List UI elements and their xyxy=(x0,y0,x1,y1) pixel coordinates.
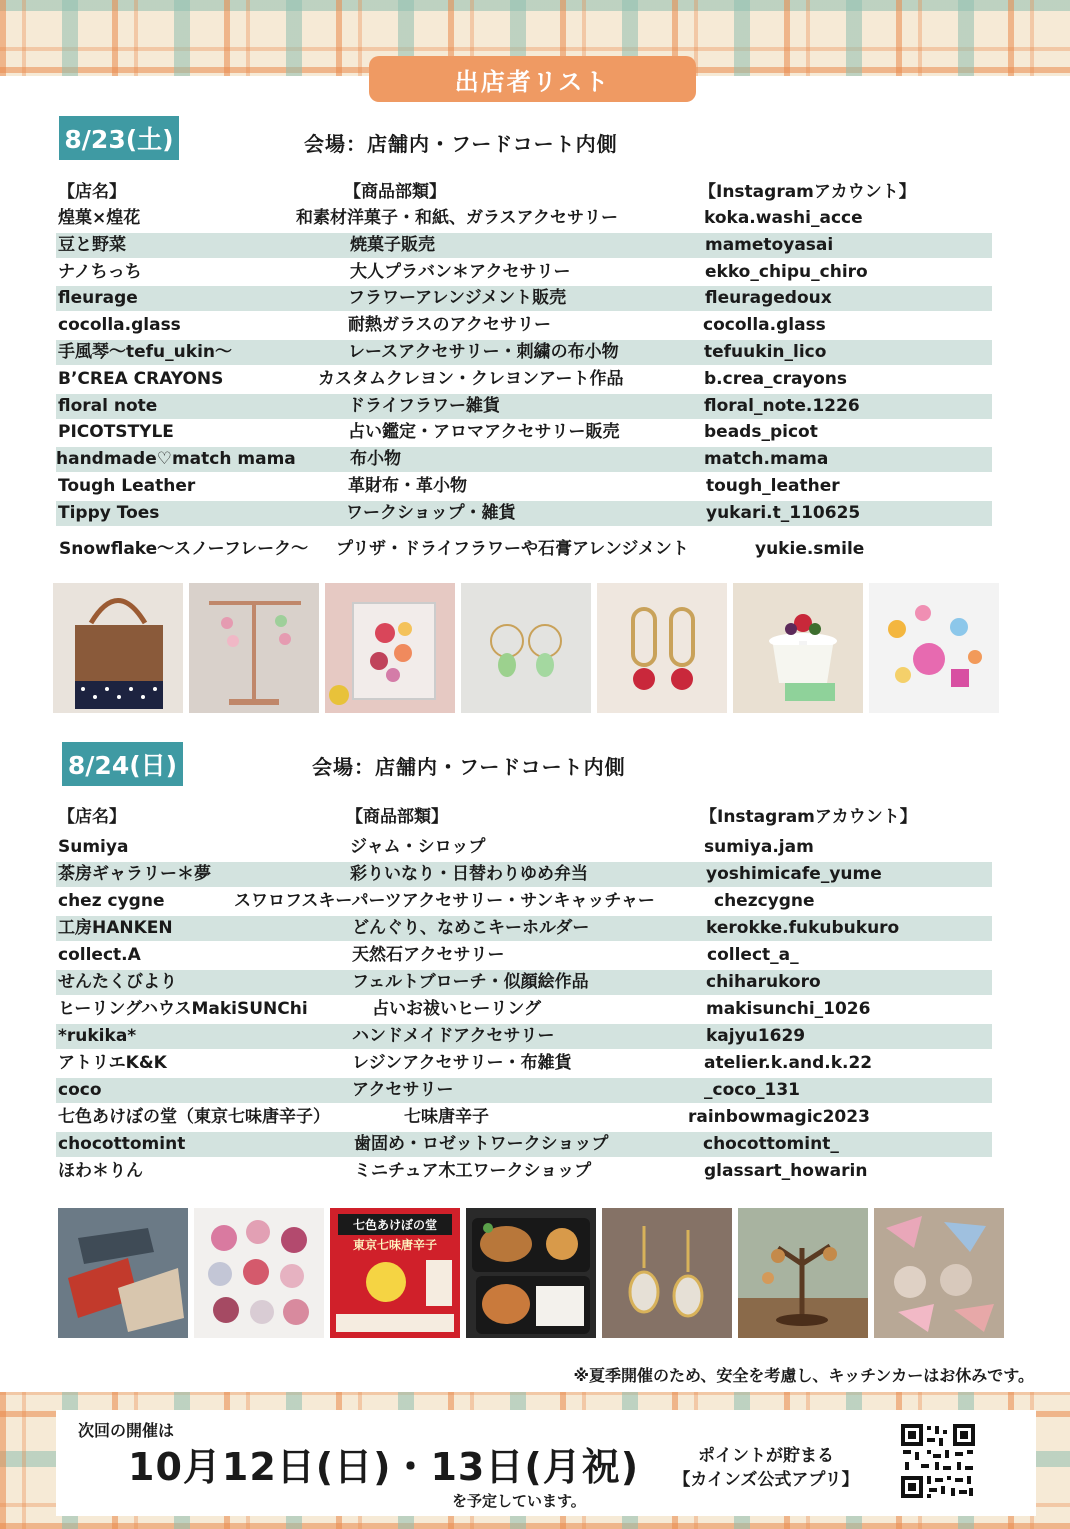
vendor-instagram: mametoyasai xyxy=(705,234,834,255)
vendor-category: プリザ・ドライフラワーや石膏アレンジメント xyxy=(336,538,689,559)
vendor-category: スワロフスキーパーツアクセサリー・サンキャッチャー xyxy=(234,891,655,911)
vendor-row xyxy=(56,889,992,914)
vendor-instagram: chiharukoro xyxy=(706,972,821,992)
column-header-instagram: 【Instagramアカウント】 xyxy=(699,182,916,202)
photo-strip-day2 xyxy=(58,1208,1004,1338)
photo-strip-day1 xyxy=(53,583,999,713)
vendor-row xyxy=(56,916,992,941)
vendor-name: chocottomint xyxy=(58,1134,186,1154)
vendor-instagram: sumiya.jam xyxy=(704,837,814,857)
vendor-name: B’CREA CRAYONS xyxy=(58,368,224,389)
vendor-name: ほわ＊りん xyxy=(58,1161,143,1181)
vendor-instagram: ekko_chipu_chiro xyxy=(705,261,868,282)
vendor-instagram: yoshimicafe_yume xyxy=(706,864,882,884)
vendor-row xyxy=(56,367,992,392)
vendor-name: handmade♡match mama xyxy=(56,449,296,470)
vendor-name: Tough Leather xyxy=(58,476,196,496)
vendor-row xyxy=(56,313,992,338)
photo-cake-display xyxy=(733,583,863,713)
vendor-category: 占い鑑定・アロマアクセサリー販売 xyxy=(348,422,620,443)
vendor-name: 七色あけぼの堂（東京七味唐辛子） xyxy=(58,1107,330,1127)
next-event-date: 10月12日(日)・13日(月祝) xyxy=(128,1445,640,1489)
vendor-row xyxy=(56,420,992,445)
vendor-instagram: kajyu1629 xyxy=(706,1026,806,1046)
photo-glass-earrings xyxy=(461,583,591,713)
vendor-category: ジャム・シロップ xyxy=(350,837,486,857)
vendor-name: Snowflake〜スノーフレーク〜 xyxy=(59,538,309,559)
vendor-category: 天然石アクセサリー xyxy=(352,945,505,965)
kitchen-car-note: ※夏季開催のため、安全を考慮し、キッチンカーはお休みです。 xyxy=(573,1366,1034,1385)
vendor-name: chez cygne xyxy=(58,891,165,911)
vendor-name: アトリエK&K xyxy=(58,1053,167,1073)
vendor-row xyxy=(56,943,992,968)
vendor-name: 豆と野菜 xyxy=(58,234,126,255)
vendor-name: せんたくびより xyxy=(58,972,177,992)
vendor-row xyxy=(56,286,992,311)
photo-bento xyxy=(466,1208,596,1338)
photo-felt-flowers xyxy=(194,1208,324,1338)
photo-leather-goods xyxy=(58,1208,188,1338)
vendor-row xyxy=(56,233,992,258)
vendor-name: ナノちっち xyxy=(58,261,142,282)
vendor-row xyxy=(56,1051,992,1076)
date-badge-day1: 8/23(土) xyxy=(59,116,179,160)
vendor-category: レースアクセサリー・刺繍の布小物 xyxy=(348,342,619,362)
banner-line1: 七色あけぼの堂 xyxy=(338,1214,452,1235)
vendor-row xyxy=(56,394,992,419)
vendor-category: 耐熱ガラスのアクセサリー xyxy=(348,315,551,336)
vendor-name: 煌菓×煌花 xyxy=(58,208,141,228)
page-title: 出店者リスト xyxy=(369,56,696,102)
vendor-name: 茶房ギャラリー＊夢 xyxy=(58,864,211,884)
vendor-category: 歯固め・ロゼットワークショップ xyxy=(354,1134,609,1154)
venue-day1: 会場：店舗内・フードコート内側 xyxy=(304,132,618,156)
vendor-name: floral note xyxy=(58,395,158,416)
vendor-instagram: chocottomint_ xyxy=(703,1134,839,1154)
vendor-row xyxy=(56,474,992,499)
vendor-category: 彩りいなり・日替わりゆめ弁当 xyxy=(350,864,588,884)
vendor-category: フェルトブローチ・似顔絵作品 xyxy=(352,972,589,992)
vendor-category: 革財布・革小物 xyxy=(348,476,467,496)
vendor-category: レジンアクセサリー・布雑貨 xyxy=(352,1053,572,1073)
vendor-category: フラワーアレンジメント販売 xyxy=(348,288,567,309)
vendor-instagram: chezcygne xyxy=(714,891,815,911)
app-promo-line2: 【カインズ公式アプリ】 xyxy=(673,1470,859,1490)
vendor-name: 手風琴〜tefu_ukin〜 xyxy=(58,342,232,362)
column-header-instagram: 【Instagramアカウント】 xyxy=(700,807,917,827)
next-event-box xyxy=(56,1410,1036,1516)
vendor-instagram: match.mama xyxy=(704,449,829,470)
vendor-name: Tippy Toes xyxy=(58,502,160,523)
vendor-instagram: koka.washi_acce xyxy=(704,208,863,228)
vendor-category: 焼菓子販売 xyxy=(350,234,435,255)
photo-flower-frame xyxy=(325,583,455,713)
vendor-category: ドライフラワー雑貨 xyxy=(348,395,500,416)
vendor-row xyxy=(56,862,992,887)
vendor-instagram: yukari.t_110625 xyxy=(706,502,861,523)
date-badge-day2: 8/24(日) xyxy=(62,742,183,786)
column-header-category: 【商品部類】 xyxy=(346,807,448,827)
vendor-name: coco xyxy=(58,1080,102,1100)
vendor-category: ハンドメイドアクセサリー xyxy=(352,1026,555,1046)
vendor-name: fleurage xyxy=(58,288,138,309)
vendor-name: collect.A xyxy=(58,945,141,965)
vendor-category: 布小物 xyxy=(350,449,401,470)
vendor-name: PICOTSTYLE xyxy=(58,422,174,443)
vendor-category: アクセサリー xyxy=(352,1080,454,1100)
photo-red-earrings xyxy=(597,583,727,713)
vendor-category: 七味唐辛子 xyxy=(404,1107,489,1127)
photo-keychains xyxy=(869,583,999,713)
vendor-instagram: makisunchi_1026 xyxy=(706,999,871,1019)
photo-wooden-miniature xyxy=(738,1208,868,1338)
vendor-name: ヒーリングハウスMakiSUNChi xyxy=(58,999,308,1019)
vendor-category: ミニチュア木工ワークショップ xyxy=(354,1161,592,1181)
vendor-row xyxy=(56,1159,992,1184)
vendor-instagram: _coco_131 xyxy=(704,1080,800,1100)
vendor-name: Sumiya xyxy=(58,837,129,857)
photo-tote-bag xyxy=(53,583,183,713)
next-event-suffix: を予定しています。 xyxy=(452,1492,586,1510)
vendor-row xyxy=(56,1132,992,1157)
vendor-name: cocolla.glass xyxy=(58,315,181,336)
banner-line2: 東京七味唐辛子 xyxy=(352,1238,437,1252)
vendor-row xyxy=(56,997,992,1022)
vendor-row xyxy=(56,340,992,365)
app-promo-line1: ポイントが貯まる xyxy=(698,1446,834,1466)
vendor-instagram: floral_note.1226 xyxy=(704,395,860,416)
vendor-category: 和素材洋菓子・和紙、ガラスアクセサリー xyxy=(296,208,618,228)
vendor-instagram: beads_picot xyxy=(704,422,818,443)
vendor-name: *rukika* xyxy=(58,1026,137,1046)
vendor-instagram: rainbowmagic2023 xyxy=(688,1107,870,1127)
photo-crystal-earrings xyxy=(602,1208,732,1338)
vendor-instagram: tough_leather xyxy=(706,476,840,496)
vendor-instagram: fleuragedoux xyxy=(705,288,832,309)
vendor-row xyxy=(56,260,992,285)
vendor-instagram: tefuukin_lico xyxy=(704,342,827,362)
vendor-instagram: cocolla.glass xyxy=(703,315,826,336)
next-event-label: 次回の開催は xyxy=(78,1421,175,1440)
venue-day2: 会場：店舗内・フードコート内側 xyxy=(312,755,626,779)
vendor-category: どんぐり、なめこキーホルダー xyxy=(352,918,590,938)
qr-code-icon[interactable] xyxy=(899,1422,977,1500)
vendor-category: カスタムクレヨン・クレヨンアート作品 xyxy=(318,368,624,389)
vendor-row xyxy=(56,501,992,526)
photo-shichimi-banner xyxy=(330,1208,460,1338)
vendor-name: 工房HANKEN xyxy=(58,918,173,938)
vendor-instagram: atelier.k.and.k.22 xyxy=(704,1053,873,1073)
photo-earring-stand xyxy=(189,583,319,713)
vendor-category: 占いお祓いヒーリング xyxy=(372,999,541,1019)
vendor-instagram: collect_a_ xyxy=(707,945,799,965)
vendor-row xyxy=(56,1024,992,1049)
app-promo xyxy=(666,1444,866,1492)
vendor-row xyxy=(56,835,992,860)
vendor-instagram: yukie.smile xyxy=(755,538,865,559)
vendor-category: 大人プラバン＊アクセサリー xyxy=(350,261,571,282)
vendor-instagram: glassart_howarin xyxy=(704,1161,868,1181)
vendor-row xyxy=(56,206,992,231)
photo-hair-accessories xyxy=(874,1208,1004,1338)
vendor-row xyxy=(56,1105,992,1130)
vendor-row xyxy=(56,970,992,995)
vendor-instagram: kerokke.fukubukuro xyxy=(706,918,900,938)
vendor-instagram: b.crea_crayons xyxy=(704,368,847,389)
vendor-category: ワークショップ・雑貨 xyxy=(346,502,516,523)
vendor-row xyxy=(56,1078,992,1103)
vendor-row xyxy=(56,537,992,562)
column-header-name: 【店名】 xyxy=(58,182,126,202)
column-header-name: 【店名】 xyxy=(58,807,126,827)
vendor-row xyxy=(56,447,992,472)
column-header-category: 【商品部類】 xyxy=(344,182,446,202)
